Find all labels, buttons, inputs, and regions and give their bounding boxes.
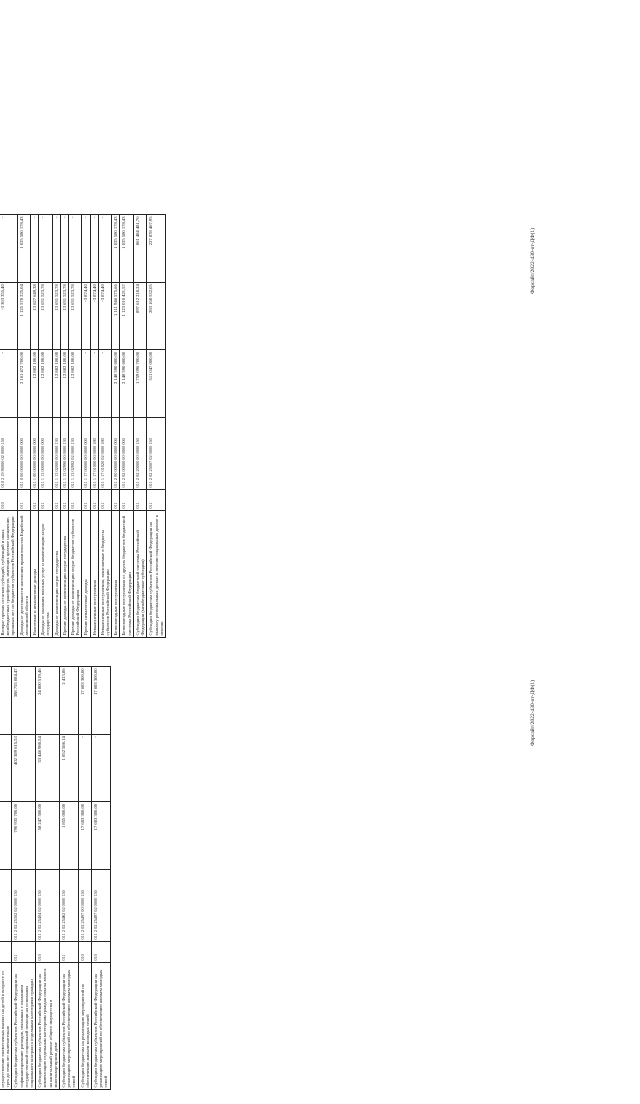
page-34 bbox=[0, 652, 540, 1104]
desc-cell: Налоговые и неналоговые доходы bbox=[31, 511, 39, 638]
desc-cell: Невыясненные поступления bbox=[90, 511, 98, 638]
admin-code-cell: 011 bbox=[147, 489, 166, 510]
table-body bbox=[0, 215, 165, 638]
budget-code-cell: 011 2 02 25497 02 0000 150 bbox=[92, 870, 111, 942]
unexecuted-amount-cell: 1 025 580 178,43 bbox=[112, 215, 120, 283]
unexecuted-amount-cell: - bbox=[90, 215, 98, 283]
table-row bbox=[52, 215, 60, 638]
unexecuted-amount-cell: 861 484 481,76 bbox=[133, 215, 146, 283]
executed-amount-cell: 1 125 578 225,04 bbox=[17, 282, 30, 350]
budget-code-cell bbox=[0, 870, 12, 942]
unexecuted-amount-cell: - bbox=[69, 215, 82, 283]
budget-code-cell: 011 1 00 00000 00 0000 000 bbox=[31, 418, 39, 490]
admin-code-cell: 011 bbox=[90, 489, 98, 510]
desc-cell: Субсидии бюджетам субъектов Российской Федерации на выплату региональных доплат к пенсии социальных доплат к пенсии bbox=[147, 511, 166, 638]
page-footer: Форсайт/2022-430-от-ДФ(1) bbox=[530, 228, 536, 295]
executed-amount-cell: - bbox=[92, 734, 111, 802]
unexecuted-amount-cell: - bbox=[82, 215, 90, 283]
approved-amount-cell: 12 882 100,00 bbox=[31, 350, 39, 418]
approved-amount-cell: 17 683 300,00 bbox=[78, 802, 91, 870]
table-row bbox=[90, 215, 98, 638]
admin-code-cell: 011 bbox=[52, 489, 60, 510]
desc-cell: Субсидии бюджетам субъектов Российской Федерации на реализацию мероприятий по обеспечению жильем молодых семей bbox=[60, 963, 79, 1090]
desc-cell: Прочие доходы от компенсации затрат бюджетов субъектов Российской Федерации bbox=[69, 511, 82, 638]
desc-cell: Невыясненные поступления, зачисляемые в бюджеты субъектов Российской Федерации bbox=[98, 511, 111, 638]
budget-code-cell: 011 2 02 00000 00 0000 000 bbox=[120, 418, 133, 490]
desc-cell: Субсидии бюджетам субъектов Российской Федерации на реализацию мероприятий по обеспечению жильем молодых семей bbox=[92, 963, 111, 1090]
executed-amount-cell: 402 389 615,53 bbox=[12, 734, 36, 802]
table-row bbox=[69, 215, 82, 638]
desc-cell: Доходы от деятельности населения правительства Еврейской автономной области bbox=[17, 511, 30, 638]
table-row bbox=[147, 215, 166, 638]
executed-amount-cell: 1 111 946 575,66 bbox=[112, 282, 120, 350]
executed-amount-cell: -3 874,40 bbox=[90, 282, 98, 350]
desc-cell: Прочие неналоговые доходы bbox=[82, 511, 90, 638]
desc-cell: Безвозмездные поступления bbox=[112, 511, 120, 638]
desc-cell: Субсидии бюджетам субъектов Российской Федерации на софинансирование расходов, связанных с оказанием государственной социальной помощи на основании социального контракта отдельным категориям граждан bbox=[12, 963, 36, 1090]
approved-amount-cell: 1 855 000,00 bbox=[60, 802, 79, 870]
executed-amount-cell: -3 363 355,40 bbox=[0, 282, 17, 350]
executed-amount-cell: 283 168 532,05 bbox=[147, 282, 166, 350]
executed-amount-cell bbox=[0, 734, 12, 802]
table-row bbox=[120, 215, 133, 638]
admin-code-cell: 011 bbox=[17, 489, 30, 510]
budget-code-cell: 011 1 17 01020 02 0000 180 bbox=[98, 418, 111, 490]
table-row bbox=[78, 667, 91, 1090]
admin-code-cell: 011 bbox=[98, 489, 111, 510]
executed-amount-cell: 13 627 649,38 bbox=[31, 282, 39, 350]
desc-cell: Прочие доходы от компенсации затрат государства bbox=[60, 511, 68, 638]
budget-code-cell: 011 1 17 00000 00 0000 000 bbox=[82, 418, 90, 490]
page-33 bbox=[0, 200, 540, 652]
unexecuted-amount-cell: 1 025 580 178,43 bbox=[17, 215, 30, 283]
executed-amount-cell: -3 874,40 bbox=[82, 282, 90, 350]
table-row bbox=[17, 215, 30, 638]
table-row bbox=[31, 215, 39, 638]
executed-amount-cell: 897 612 218,24 bbox=[133, 282, 146, 350]
budget-code-cell: 011 2 02 25404 02 0000 150 bbox=[36, 870, 60, 942]
admin-code-cell: 011 bbox=[60, 489, 68, 510]
admin-code-cell: 010 bbox=[92, 941, 111, 962]
desc-cell: Субсидии бюджетам на реализацию мероприятий по обеспечению жильем молодых семей bbox=[78, 963, 91, 1090]
admin-code-cell: 010 bbox=[36, 941, 60, 962]
unexecuted-amount-cell: - bbox=[52, 215, 60, 283]
unexecuted-amount-cell: 17 683 300,00 bbox=[78, 667, 91, 735]
executed-amount-cell: 1 123 010 421,57 bbox=[120, 282, 133, 350]
budget-code-cell: 011 2 02 25462 02 0000 150 bbox=[60, 870, 79, 942]
approved-amount-cell: 2 148 590 600,00 bbox=[120, 350, 133, 418]
admin-code-cell: 011 bbox=[69, 489, 82, 510]
unexecuted-amount-cell bbox=[0, 667, 12, 735]
unexecuted-amount-cell: - bbox=[98, 215, 111, 283]
desc-cell: осуществление ежемесячных выплат на детей в возрасте от трех до семи лет включительно bbox=[0, 963, 12, 1090]
desc-cell: Возврат прочих остатков субсидий, субвенций и иных межбюджетных трансфертов, имеющих целевое назначение, прошлых лет из бюджетов субъектов Российской Федерации bbox=[0, 511, 17, 638]
table-row bbox=[60, 667, 79, 1090]
desc-cell: Доходы от компенсации затрат государства bbox=[52, 511, 60, 638]
approved-amount-cell: 2 148 590 600,00 bbox=[112, 350, 120, 418]
table-row bbox=[133, 215, 146, 638]
admin-code-cell: 011 bbox=[120, 489, 133, 510]
approved-amount-cell: 12 882 100,00 bbox=[60, 350, 68, 418]
unexecuted-amount-cell: 24 800 519,46 bbox=[36, 667, 60, 735]
executed-amount-cell: 33 446 980,54 bbox=[36, 734, 60, 802]
budget-code-cell: 011 1 17 01000 00 0000 180 bbox=[90, 418, 98, 490]
admin-code-cell: 011 bbox=[133, 489, 146, 510]
budget-code-cell: 011 2 02 25302 02 0000 150 bbox=[12, 870, 36, 942]
budget-code-cell: 011 2 02 25497 00 0000 150 bbox=[78, 870, 91, 942]
approved-amount-cell: 12 882 100,00 bbox=[39, 350, 52, 418]
executed-amount-cell: -3 874,40 bbox=[98, 282, 111, 350]
approved-amount-cell: 790 935 700,00 bbox=[12, 802, 36, 870]
table-row bbox=[39, 215, 52, 638]
approved-amount-cell bbox=[0, 802, 12, 870]
unexecuted-amount-cell: - bbox=[31, 215, 39, 283]
approved-amount-cell: - bbox=[90, 350, 98, 418]
approved-amount-cell: 17 683 300,00 bbox=[92, 802, 111, 870]
table-row bbox=[12, 667, 36, 1090]
admin-code-cell: 011 bbox=[82, 489, 90, 510]
budget-code-cell: 010 2 19 90000 02 0000 150 bbox=[0, 418, 17, 490]
unexecuted-amount-cell: 17 683 300,00 bbox=[92, 667, 111, 735]
admin-code-cell: 010 bbox=[78, 941, 91, 962]
budget-code-cell: 011 2 02 25007 02 0000 150 bbox=[147, 418, 166, 490]
admin-code-cell: 011 bbox=[12, 941, 36, 962]
budget-code-cell: 011 2 02 20000 00 0000 150 bbox=[133, 418, 146, 490]
budget-code-cell: 011 1 13 02000 00 0000 130 bbox=[52, 418, 60, 490]
budget-code-cell: 011 1 13 02992 02 0000 130 bbox=[69, 418, 82, 490]
approved-amount-cell: - bbox=[82, 350, 90, 418]
executed-amount-cell: 13 631 523,78 bbox=[69, 282, 82, 350]
budget-code-cell: 011 1 13 02990 00 0000 130 bbox=[60, 418, 68, 490]
table-row bbox=[98, 215, 111, 638]
unexecuted-amount-cell: 2 413,86 bbox=[60, 667, 79, 735]
budget-code-cell: 011 1 13 00000 00 0000 000 bbox=[39, 418, 52, 490]
executed-amount-cell: 13 631 523,78 bbox=[60, 282, 68, 350]
admin-code-cell: 011 bbox=[31, 489, 39, 510]
table-row bbox=[60, 215, 68, 638]
admin-code-cell: 011 bbox=[60, 941, 79, 962]
table-row bbox=[0, 667, 12, 1090]
desc-cell: Субсидии бюджетам бюджетной системы Российской Федерации (межбюджетные субсидии) bbox=[133, 511, 146, 638]
unexecuted-amount-cell: 388 755 084,47 bbox=[12, 667, 36, 735]
executed-amount-cell: 1 852 586,14 bbox=[60, 734, 79, 802]
revenue-table-page-34 bbox=[0, 666, 111, 1090]
unexecuted-amount-cell: - bbox=[0, 215, 17, 283]
table-body bbox=[0, 667, 110, 1090]
executed-amount-cell: 13 631 523,78 bbox=[39, 282, 52, 350]
approved-amount-cell: 12 882 100,00 bbox=[69, 350, 82, 418]
table-row bbox=[82, 215, 90, 638]
approved-amount-cell: 1 759 096 700,00 bbox=[133, 350, 146, 418]
unexecuted-amount-cell: - bbox=[39, 215, 52, 283]
desc-cell: Субсидии бюджетам субъектов Российской Федерации на компенсацию отдельным категориям граждан оплаты взноса на капитальный ремонт общего имущества в многоквартирном доме bbox=[36, 963, 60, 1090]
admin-code-cell: 011 bbox=[112, 489, 120, 510]
executed-amount-cell: - bbox=[78, 734, 91, 802]
table-row bbox=[36, 667, 60, 1090]
table-row bbox=[92, 667, 111, 1090]
executed-amount-cell: 13 631 523,78 bbox=[52, 282, 60, 350]
unexecuted-amount-cell: 1 025 580 178,43 bbox=[120, 215, 133, 283]
approved-amount-cell: - bbox=[98, 350, 111, 418]
approved-amount-cell: 2 161 472 700,00 bbox=[17, 350, 30, 418]
approved-amount-cell: - bbox=[0, 350, 17, 418]
table-row bbox=[112, 215, 120, 638]
desc-cell: Безвозмездные поступления от других бюджетов бюджетной системы Российской Федерации bbox=[120, 511, 133, 638]
approved-amount-cell: 511 047 000,00 bbox=[147, 350, 166, 418]
admin-code-cell: 010 bbox=[0, 489, 17, 510]
approved-amount-cell: 12 882 100,00 bbox=[52, 350, 60, 418]
table-row bbox=[0, 215, 17, 638]
page-footer: Форсайт/2022-430-от-ДФ(1) bbox=[530, 680, 536, 747]
revenue-table-page-33 bbox=[0, 214, 166, 638]
unexecuted-amount-cell: 227 878 467,95 bbox=[147, 215, 166, 283]
budget-code-cell: 011 2 00 00000 00 0000 000 bbox=[112, 418, 120, 490]
unexecuted-amount-cell: - bbox=[60, 215, 68, 283]
admin-code-cell: 011 bbox=[39, 489, 52, 510]
desc-cell: Доходы от оказания платных услуг и компенсации затрат государства bbox=[39, 511, 52, 638]
budget-code-cell: 011 0 00 00000 00 0000 000 bbox=[17, 418, 30, 490]
approved-amount-cell: 58 247 500,00 bbox=[36, 802, 60, 870]
admin-code-cell bbox=[0, 941, 12, 962]
